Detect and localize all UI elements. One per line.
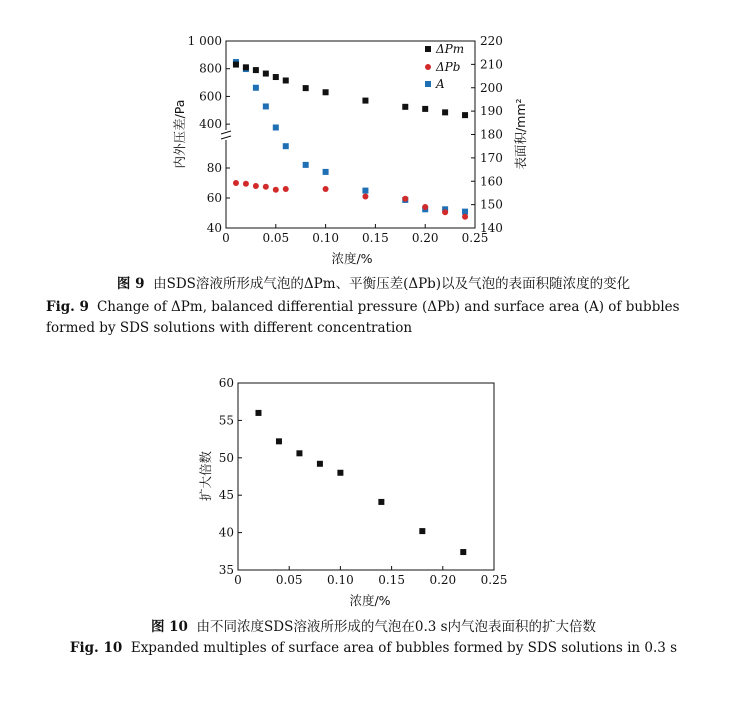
figure9-legend-marker [425,81,431,87]
figure9-point-dPb [243,181,249,187]
figure9-x-tick-label: 0.20 [411,231,439,245]
figure9-y-right-label: 表面积/mm² [513,98,528,170]
figure9-y-left-tick-label: 40 [206,221,222,235]
figure9-point-dPm [422,106,428,112]
figure9-caption-en [46,297,706,339]
figure10-caption-cn-text: 由不同浓度SDS溶液所形成的气泡在0.3 s内气泡表面积的扩大倍数 [196,619,597,635]
figure10-plot-frame [238,383,494,570]
figure9-y-right-tick-label: 170 [480,150,503,165]
figure9-y-left-label: 内外压差/Pa [172,99,187,169]
figure9-legend-label: ΔPb [436,60,461,74]
figure9-caption-cn-label: 图 9 [116,276,145,292]
figure9-x-label: 浓度/% [331,251,373,266]
figure9-y-right-tick-label: 220 [480,34,503,48]
figure10-caption-cn-label: 图 10 [150,619,188,635]
figure9-point-dPm [243,64,249,70]
figure9-y-right-tick-label: 190 [480,104,503,119]
figure10-point [419,528,425,534]
figure9-point-A [263,103,269,109]
figure9-x-tick-label: 0.05 [262,231,290,245]
figure9-point-A [253,85,259,91]
figure9-point-dPb [233,180,239,186]
figure10-x-tick-label: 0.10 [327,573,354,587]
figure10-point [337,470,343,476]
figure10-point [255,410,261,416]
figure9-legend-label: ΔPm [436,42,465,56]
figure9-y-left-tick-label: 1 000 [187,34,222,48]
figure9-point-dPb [273,187,279,193]
figure9-legend [425,42,464,91]
figure10-point [378,499,384,505]
figure9-y-right-tick-label: 200 [480,80,503,95]
figure9-y-right-tick-label: 150 [480,197,503,212]
figure9-legend-marker [425,64,431,70]
figure9-caption-cn-text: 由SDS溶液所形成气泡的ΔPm、平衡压差(ΔPb)以及气泡的表面积随浓度的变化 [153,276,631,292]
figure9-point-dPm [462,112,468,118]
figure10-point [296,450,302,456]
figure9-point-dPm [233,62,239,68]
figure9-point-A [303,162,309,168]
figure10-x-tick-label: 0.05 [275,573,303,587]
figure9-point-dPm [283,77,289,83]
figure9-x-tick-label: 0.15 [362,231,389,245]
figure9-x-tick-label: 0.10 [312,231,339,245]
figure10-caption-en-label: Fig. 10 [69,640,123,656]
figure10-caption-en [0,638,747,659]
figure9-caption-cn [0,274,747,295]
figure9-point-dPm [303,85,309,91]
figure9-x-tick-label: 0.25 [461,231,489,245]
figure9-point-dPm [442,109,448,115]
figure9-y-left-tick-label: 600 [199,89,222,104]
figure10-x-tick-label: 0 [234,573,242,587]
figure9-point-dPm [402,104,408,110]
figure9-point-A [362,188,368,194]
figure9-point-dPb [362,194,368,200]
figure9-point-A [273,124,279,130]
figure9-point-dPm [273,74,279,80]
figure9-point-A [462,209,468,215]
figure9-point-dPm [253,67,259,73]
figure9-y-left-tick-label: 400 [199,117,222,132]
figure9-legend-label: A [436,77,445,91]
figure10-point [460,549,466,555]
figure9-point-dPb [422,204,428,210]
figure10-x-label: 浓度/% [349,593,391,608]
figure9-chart [172,34,528,266]
figure10-x-tick-label: 0.20 [429,573,457,587]
figure9-y-left-tick-label: 80 [206,161,222,175]
figure10-y-tick-label: 45 [218,488,234,503]
figure9-point-dPb [253,183,259,189]
figure9-legend-marker [425,46,431,52]
figure9-y-left-tick-label: 60 [206,191,222,205]
figure9-y-right-tick-label: 160 [480,174,503,189]
figure9-point-dPb [323,186,329,192]
figure9-y-right-tick-label: 210 [480,57,503,72]
figure9-point-dPb [263,184,269,190]
figure9-caption-en-label: Fig. 9 [46,299,89,315]
figure9-x-tick-label: 0 [222,231,230,245]
figure10-point [317,461,323,467]
figure10-y-tick-label: 50 [218,450,234,465]
figure9-point-A [323,169,329,175]
figure9-point-A [283,143,289,149]
figure9-y-left-tick-label: 800 [199,61,222,76]
figure10-y-tick-label: 55 [218,413,234,428]
figure10-x-tick-label: 0.15 [378,573,405,587]
figure9-point-dPm [263,71,269,77]
figure10-caption-cn [0,617,747,638]
figure9-point-dPb [462,214,468,220]
figure10-y-tick-label: 40 [218,525,234,540]
figure10-chart [198,376,507,608]
figure10-y-tick-label: 60 [218,376,234,390]
figure9-point-dPb [283,186,289,192]
figure10-x-tick-label: 0.25 [480,573,508,587]
figure9-point-dPm [362,98,368,104]
figure10-y-label: 扩大倍数 [198,450,213,502]
figure10-point [276,438,282,444]
figure9-point-dPm [323,89,329,95]
figure9-y-right-tick-label: 140 [480,221,503,235]
figure9-axis-break [221,130,231,140]
figure10-y-tick-label: 35 [218,563,234,577]
figure9-point-dPb [442,209,448,215]
figure9-caption-en-text: Change of ΔPm, balanced differential pressure (ΔPb) and surface area (A) of bubbles formed by SDS solutions with different concentration [46,299,680,336]
figure9-point-dPb [402,196,408,202]
figure9-y-right-tick-label: 180 [480,127,503,142]
figure10-caption-en-text: Expanded multiples of surface area of bubbles formed by SDS solutions in 0.3 s [130,640,678,656]
